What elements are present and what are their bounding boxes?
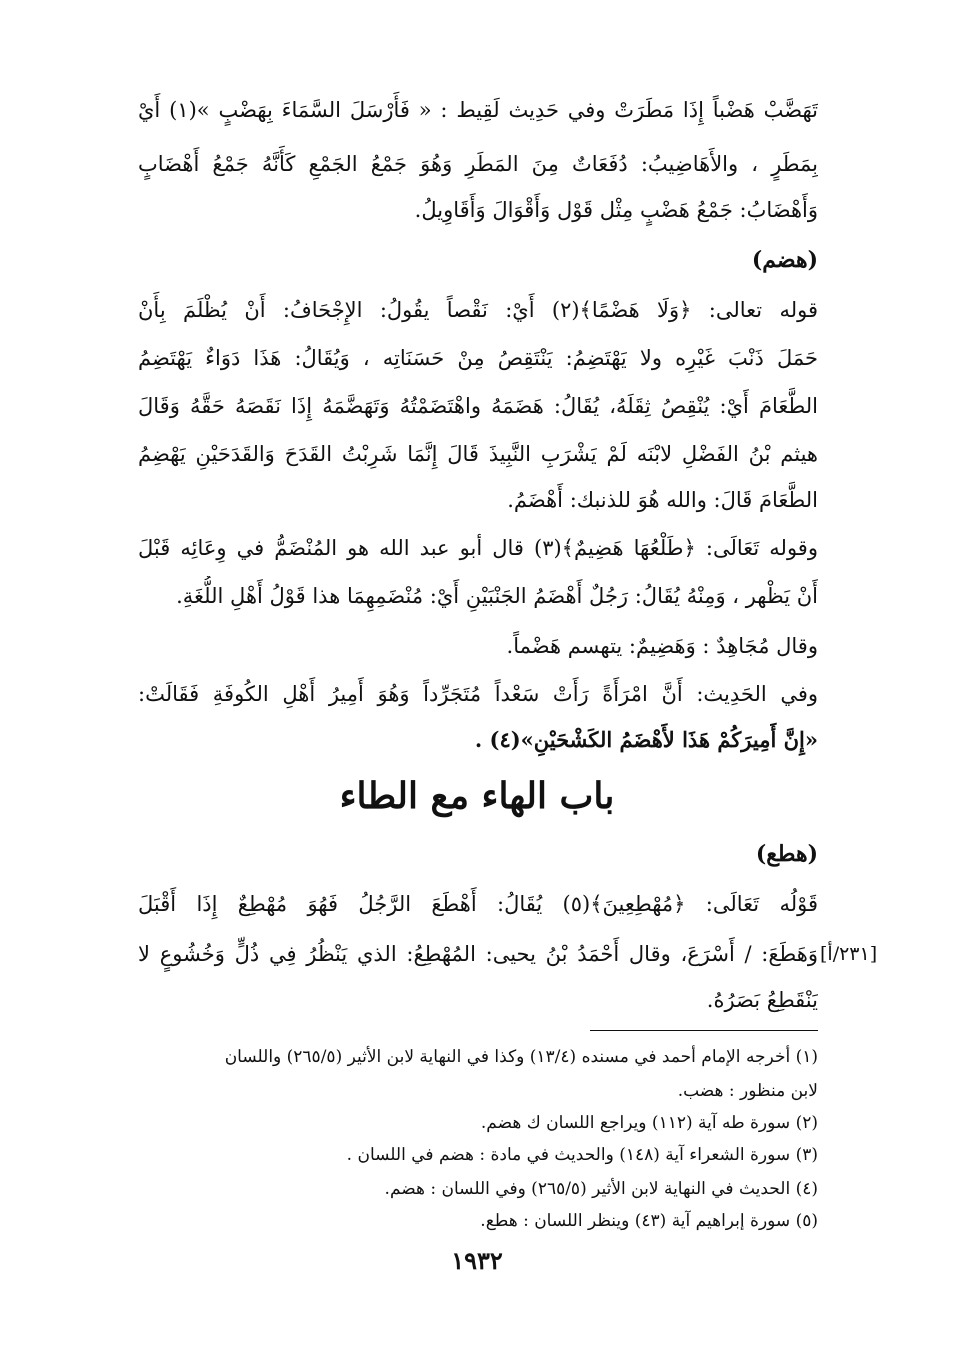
footnote: (٥) سورة إبراهيم آية (٤٣) وينظر اللسان : هطع. (480, 1211, 818, 1231)
chapter-title: باب الهاء مع الطاء (339, 775, 615, 817)
text-line: قَوْلُه تَعَالَى: ﴿مُهْطِعِينَ﴾(٥) يُقَالُ: أَهْطَعَ الرَّجُلُ فَهُوَ مُهْطِعٌ إِذَا أَقْبَلَ (138, 892, 818, 916)
footnote: (٢) سورة طه آية (١١٢) ويراجع اللسان ك هضم. (480, 1113, 818, 1133)
text-line: وقوله تَعَالَى: ﴿طَلْعُهَا هَضِيمٌ﴾(٣) قال أبو عبد الله هو المُنْضَمُّ في وِعَائِه قَبْلَ (138, 536, 818, 560)
text-line: تَهَضَّبْ هَضْباً إِذَا مَطَرَتْ وفي حَدِيث لَقِيط : « فَأَرْسَلَ السَّمَاءَ بِهَضْبٍ »(١) أَيْ (138, 98, 818, 122)
entry-heading: (هطع) (755, 841, 818, 867)
text-line: الطَّعَامَ أَيْ: يُنْقِصُ ثِقَلَهُ، يُقَالُ: هَضَمَهُ واهْتَضَمْتُهُ وَتَهَضَّمَهُ إِذَا نَقَصَهُ حَقَّهُ وَقَالَ (138, 394, 818, 418)
text-line: قوله تعالى: ﴿وَلَا هَضْمًا﴾(٢) أَيْ: نَقْصاً يقُولُ: الإِجْحَافُ: أَنْ يُظْلَمَ بِأَنْ (138, 298, 818, 322)
text-line: وَأَهْضَابُ: جَمْعُ هَضْبٍ مِثْل قَوْل وَأَقْوَالَ وَأَقَاوِيلُ. (414, 198, 818, 222)
page-number: ١٩٣٢ (451, 1246, 503, 1275)
text-line: بِمَطَرٍ ، والأَهَاضِيبُ: دُفَعَاتٌ مِنَ المَطَرِ وَهُوَ جَمْعُ الجَمْعِ كَأَنَّهُ جَمْعُ أَهْضَابٍ (138, 152, 818, 176)
text-line: أَنْ يَظْهر ، وَمِنْهُ يُقَالُ: رَجُلٌ أَهْضَمُ الجَنْبَيْنِ أَيْ: مُنْضَمِهِمَا هذا قَوْلُ أَهْلِ اللُّغَةِ. (176, 584, 818, 608)
text-line: وقال مُجَاهِدٌ : وَهَضِيمٌ: يتهسم هَضْماً. (506, 634, 818, 658)
text-line: «إِنَّ أَمِيرَكُمْ هَذَا لأَهْضَمُ الكَشْحَيْنِ»(٤) . (474, 727, 818, 752)
text-line: هيثم بْنُ الفَضْلِ لابْنَه لَمْ يَشْرَبِ النَّبِيذَ قَالَ إِنَّمَا شَرِبْتُ القَدَحَ وَالقَدَحَيْنِ يَهْضِمُ (138, 442, 818, 466)
footnote: (١) أخرجه الإمام أحمد في مسنده (١٣/٤) وكذا في النهاية لابن الأثير (٢٦٥/٥) واللسان (224, 1047, 818, 1067)
text-line: وَهَطَعَ: / أَسْرَعَ، وقال أَحْمَدُ بْنُ يحيى: المُهْطِعُ: الذي يَنْظُرُ فِي ذُلٍّ وَخُشُوعٍ لا (138, 942, 818, 966)
text-line: وفي الحَدِيث: أَنَّ امْرَأَةً رَأَتْ سَعْداً مُتَجَرِّداً وَهُوَ أَمِيرُ أَهْلِ الكُوفَةِ فَقَالَتْ: (138, 682, 818, 706)
text-line: يَنْقَطِعُ بَصَرُهُ. (706, 988, 818, 1012)
footnote: (٤) الحديث في النهاية لابن الأثير (٢٦٥/٥) وفي اللسان : هضم. (384, 1179, 818, 1199)
text-line: حَمَلَ ذَنْبَ غَيْرِه ولا يَهْتَضِمُ: يَنْتَقِصُ مِنْ حَسَنَاتِه ، وَيُقَالُ: هَذَا دَوَاءٌ يَهْتَضِمُ (138, 346, 818, 370)
footnote: (٣) سورة الشعراء آية (١٤٨) والحديث في مادة : هضم في اللسان . (346, 1145, 818, 1165)
footnote: لابن منظور : هضب. (677, 1081, 818, 1101)
footnote-divider (590, 1030, 818, 1031)
manuscript-folio-ref: [٢٣١/أ] (820, 943, 878, 965)
entry-heading: (هضم) (751, 247, 818, 273)
text-line: الطَّعَامَ قَالَ: والله هُوَ للذنبك: أَهْضَمُ. (507, 488, 818, 512)
